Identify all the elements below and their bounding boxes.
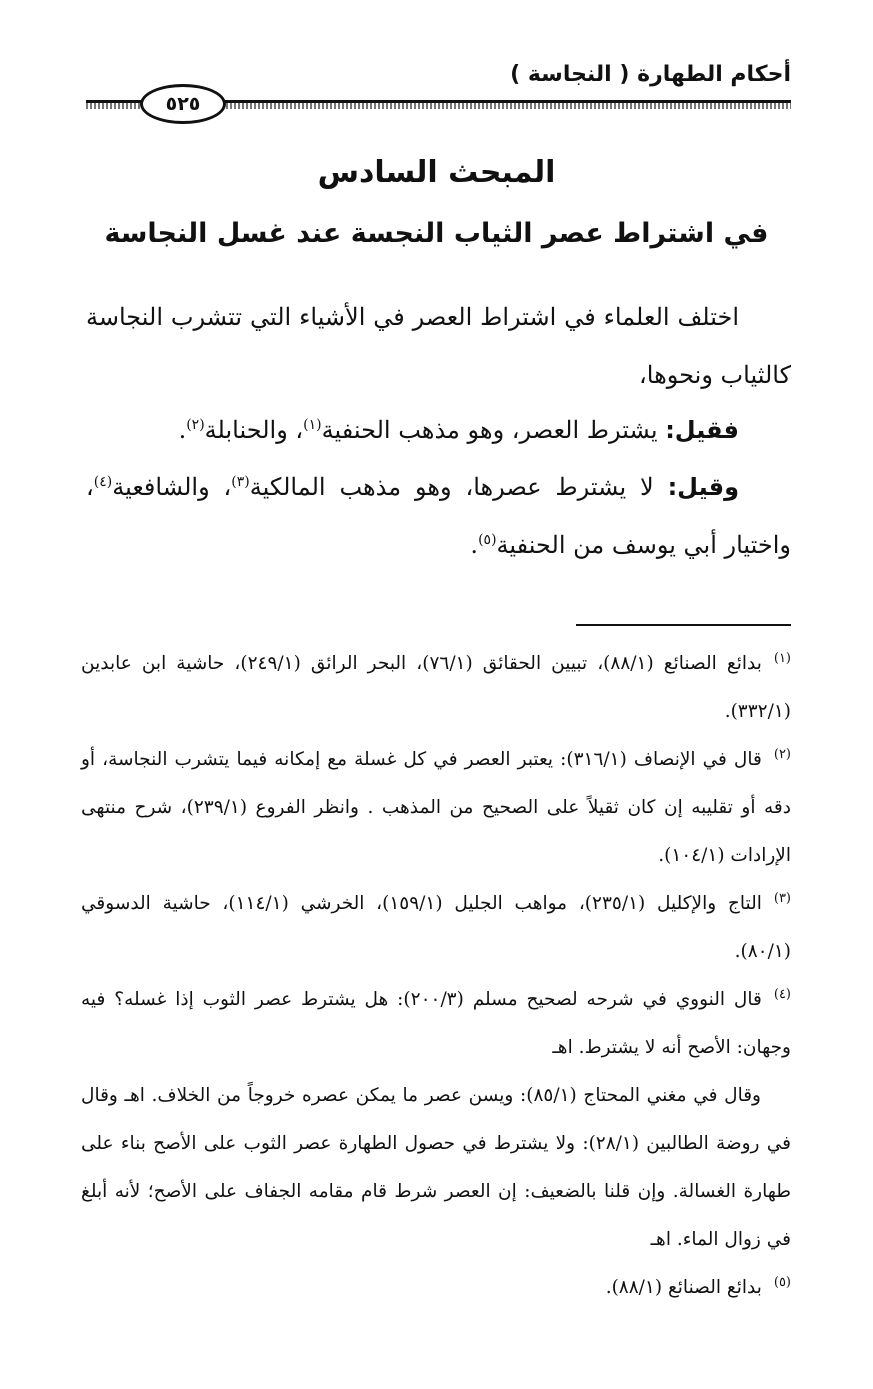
chapter-subtitle: في اشتراط عصر الثياب النجسة عند غسل النجاسة (104, 218, 769, 249)
page-number: ٥٢٥ (140, 84, 226, 124)
footnote-ref-3[interactable]: (٣) (231, 474, 250, 490)
footnote-mark: (٤) (773, 986, 791, 1002)
footnote-4 (81, 976, 791, 1072)
opinion-one-end: . (178, 416, 187, 444)
footnote-ref-4[interactable]: (٤) (93, 474, 113, 490)
footnote-text: بدائع الصنائع (٨٨/١)، تبيين الحقائق (٧٦/١)، البحر الرائق (٢٤٩/١)، حاشية ابن عابدين (٣٣٢/١). (81, 653, 791, 722)
running-title: أحكام الطهارة ( النجاسة ) (510, 62, 791, 87)
footnote-text: قال النووي في شرحه لصحيح مسلم (٢٠٠/٣): هل يشترط عصر الثوب إذا غسله؟ فيه وجهان: الأصح أنه لا يشترط. اهـ (81, 989, 791, 1058)
footnote-mark: (٥) (773, 1274, 791, 1290)
opinion-two-text: ، واختيار أبي يوسف من الحنفية (86, 473, 791, 559)
footnote-2 (81, 736, 791, 880)
footnote-text: التاج والإكليل (٢٣٥/١)، مواهب الجليل (١٥٩/١)، الخرشي (١١٤/١)، حاشية الدسوقي (٨٠/١). (81, 893, 791, 962)
opinion-two-lead: وقيل: (667, 473, 740, 501)
footnote-ref-2[interactable]: (٢) (186, 417, 205, 433)
opinion-two-end: . (470, 531, 479, 559)
opinion-one-lead: فقيل: (665, 416, 739, 444)
footnote-ref-1[interactable]: (١) (303, 417, 322, 433)
footnote-4-continued (81, 1072, 791, 1264)
opinion-one-text: يشترط العصر، وهو مذهب الحنفية (321, 416, 666, 444)
opinion-one-text: ، والحنابلة (204, 416, 304, 444)
footnote-mark: (٣) (773, 890, 791, 906)
footnote-text: وقال في مغني المحتاج (٨٥/١): ويسن عصر ما يمكن عصره خروجاً من الخلاف. اهـ وقال في روضة الطالبين (٢٨/١): ولا يشترط في حصول الطهارة عصر الثوب على الأصح بناء على طهارة الغسالة. وإن قلنا بالضعيف: إن العصر شرط قام مقامه الجفاف على الأصح؛ لأنه أبلغ في زوال الماء. اهـ (81, 1085, 791, 1250)
intro-paragraph: اختلف العلماء في اشتراط العصر في الأشياء التي تتشرب النجاسة كالثياب ونحوها، (86, 303, 791, 389)
footnote-mark: (٢) (773, 746, 791, 762)
footnote-text: قال في الإنصاف (٣١٦/١): يعتبر العصر في كل غسلة مع إمكانه فيما يتشرب النجاسة، أو دقه أو تقليبه إن كان ثقيلاً على الصحيح من المذهب . وانظر الفروع (٢٣٩/١)، شرح منتهى الإرادات (١٠٤/١). (81, 749, 791, 866)
footnote-5 (81, 1264, 791, 1312)
opinion-one-paragraph (86, 401, 791, 459)
footnote-mark: (١) (773, 650, 791, 666)
chapter-title: المبحث السادس (317, 155, 556, 190)
footnote-3 (81, 880, 791, 976)
footnote-ref-5[interactable]: (٥) (478, 532, 497, 548)
footnote-text: بدائع الصنائع (٨٨/١). (605, 1277, 762, 1298)
footnotes (81, 640, 791, 1312)
opinion-two-text: ، والشافعية (112, 473, 232, 501)
opinion-two-paragraph (86, 458, 791, 574)
footnote-separator (576, 624, 791, 626)
footnote-1 (81, 640, 791, 736)
opinion-two-text: لا يشترط عصرها، وهو مذهب المالكية (249, 473, 668, 501)
